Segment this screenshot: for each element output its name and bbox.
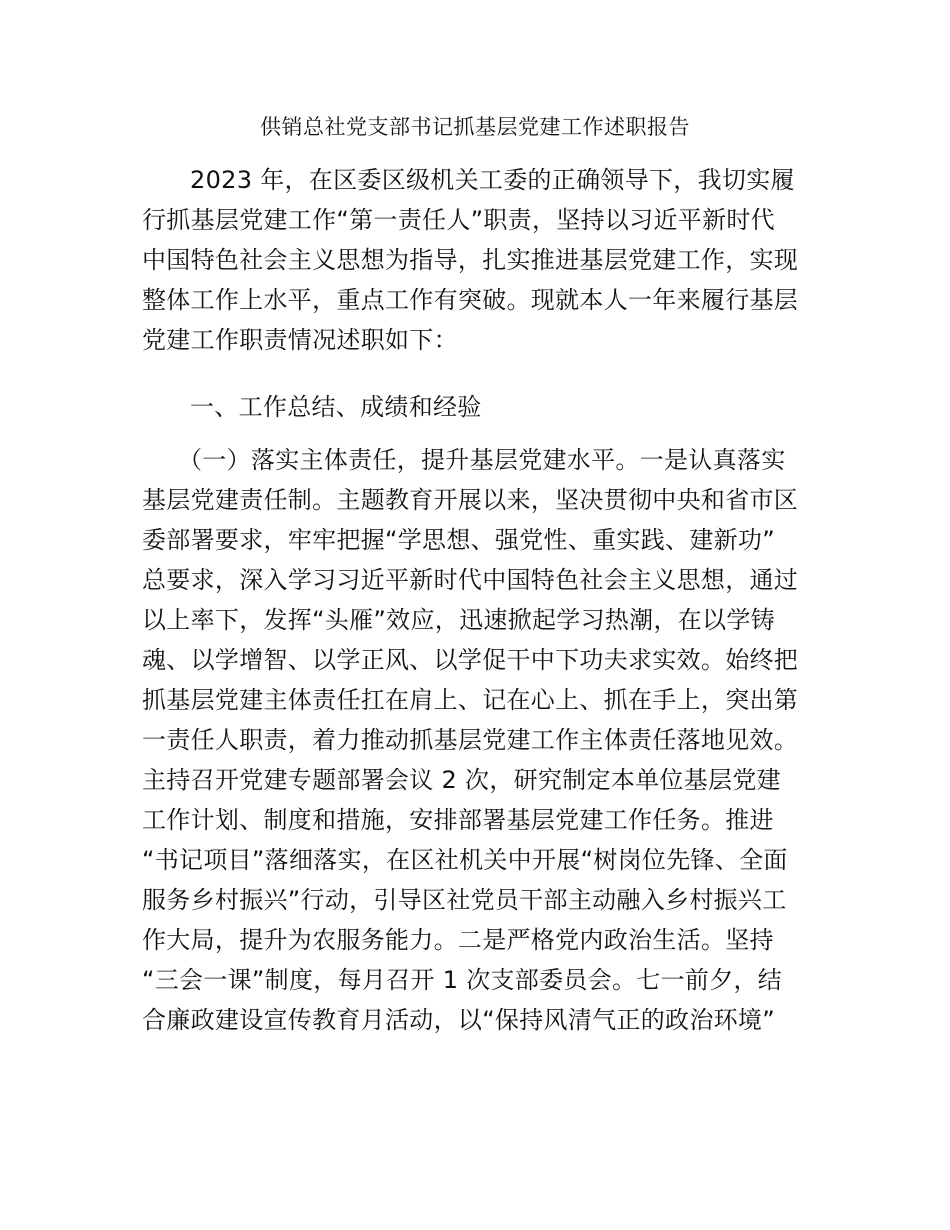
paragraph-line: 魂、以学增智、以学正风、以学促干中下功夫求实效。始终把 [142,646,799,674]
paragraph-line: （一）落实主体责任，提升基层党建水平。一是认真落实 [178,446,786,474]
section-heading: 一、工作总结、成绩和经验 [190,393,482,421]
document-title: 供销总社党支部书记抓基层党建工作述职报告 [260,115,690,139]
paragraph-line: 以上率下，发挥“头雁”效应，迅速掀起学习热潮，在以学铸 [142,606,775,634]
paragraph-line: 主持召开党建专题部署会议 2 次，研究制定本单位基层党建 [142,766,781,794]
paragraph-line: 基层党建责任制。主题教育开展以来，坚决贯彻中央和省市区 [142,486,799,514]
paragraph-line: 作大局，提升为农服务能力。二是严格党内政治生活。坚持 [142,926,774,954]
paragraph-line: 整体工作上水平，重点工作有突破。现就本人一年来履行基层 [142,286,799,314]
paragraph-line: 合廉政建设宣传教育月活动，以“保持风清气正的政治环境” [142,1006,775,1034]
paragraph-line: 中国特色社会主义思想为指导，扎实推进基层党建工作，实现 [142,246,799,274]
paragraph-line: 总要求，深入学习习近平新时代中国特色社会主义思想，通过 [142,566,799,594]
paragraph-line: 2023 年，在区委区级机关工委的正确领导下，我切实履 [190,166,795,194]
paragraph-line: 党建工作职责情况述职如下： [142,326,458,354]
paragraph-line: 抓基层党建主体责任扛在肩上、记在心上、抓在手上，突出第 [142,686,799,714]
paragraph-line: “书记项目”落细落实，在区社机关中开展“树岗位先锋、全面 [142,846,788,874]
paragraph-line: 服务乡村振兴”行动，引导区社党员干部主动融入乡村振兴工 [142,886,787,914]
paragraph-line: 行抓基层党建工作“第一责任人”职责，坚持以习近平新时代 [142,206,775,234]
paragraph-line: 工作计划、制度和措施，安排部署基层党建工作任务。推进 [142,806,774,834]
paragraph-line: 委部署要求，牢牢把握“学思想、强党性、重实践、建新功” [142,526,775,554]
paragraph-line: 一责任人职责，着力推动抓基层党建工作主体责任落地见效。 [142,726,799,754]
paragraph-line: “三会一课”制度，每月召开 1 次支部委员会。七一前夕，结 [142,966,783,994]
